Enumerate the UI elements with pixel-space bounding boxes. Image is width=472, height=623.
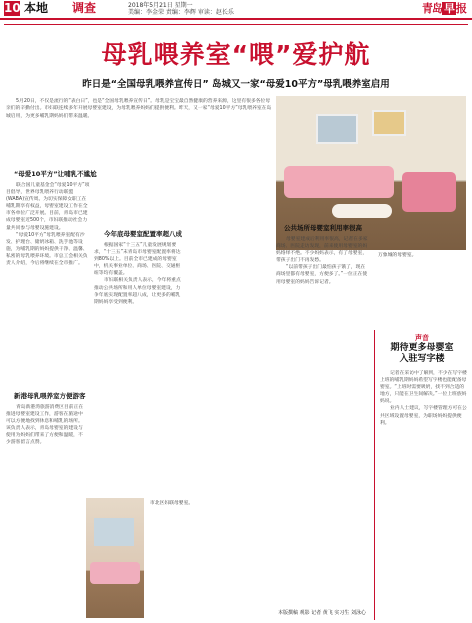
logo-text-a: 青岛 [422,2,442,15]
paragraph: 记者在采访中了解到，不少在写字楼上班的哺乳期妈妈希望写字楼也能配备母婴室。“上班时需要吸奶，找不到合适的地方，只能在卫生间解决。”一位上班族妈妈说。 [380,371,467,405]
sidebar-title-line1: 期待更多母婴室 [390,343,454,353]
photo-sofa [284,166,394,198]
paragraph: 业内人士建议，写字楼管理方可在公共区域设置母婴室，为职场妈妈提供便利。 [380,406,467,426]
section-title-4: 公共场所母婴室利用率很高 [284,224,362,232]
paragraph: 联合国儿童基金会“母爱10平方”项目倡导，世界母乳喂养行动联盟(WABA)宣传周。为切实保障女职工在哺乳期享有权益，母婴室建设工作在全市各单位广泛开展。目前，青岛市已建成母婴室近500个，市妇联推动社会力量共同参与母婴设施建设。 [6,183,90,231]
photo2-caption: 市北区妇联母婴室。 [150,501,194,506]
photo-frame-left [316,114,358,144]
subheadline: 昨日是“全国母乳喂养宣传日” 岛城又一家“母爱10平方”母乳喂养室启用 [82,79,390,90]
section-title-3: 今年底母婴室配置率超八成 [104,230,182,238]
nursing-room-photo-2 [86,498,144,618]
sidebar-kicker: 声音 [415,334,429,342]
photo-caption: 万象城的母婴室。 [378,253,417,258]
sidebar-heading [376,334,468,365]
byline-credits: 本版撰稿 观影 记者 黄飞 实习生 刘泳心 [278,610,366,616]
logo-text-c: 报 [456,2,466,15]
paragraph: “母爱10平方”母乳喂养室配有沙发、护理台、储奶冰箱、洗手池等设施，为哺乳期的妈妈提供干净、温馨、私密的母乳喂养环境。市总工会相关负责人介绍，今后将继续在全市推广。 [6,232,88,267]
section-body-1 [6,182,90,382]
newspaper-logo [422,1,466,16]
photo2-window [94,518,134,546]
issue-editors: 美编：李金荣 责编：李辉 审读：赵长乐 [128,9,234,16]
photo-armchair [402,172,456,212]
section-body-4 [276,236,370,606]
photo-frame-right [372,110,406,136]
issue-meta [128,2,234,16]
section-body-3 [94,242,184,494]
paragraph: 青岛新港湾旅游消费区目前正在推进母婴室建设工作，游客在旅途中可以方便地找到休息和哺乳的场所。该负责人表示，青岛母婴室的建设与使用为妈妈们带来了方便和温暖，不少游客留言点赞。 [6,405,84,446]
page-number: 10 [4,1,21,15]
section-title-1: “母爱10平方”让哺乳不尴尬 [14,170,97,178]
issue-date: 2018年5月21日 星期一 [128,2,193,9]
paragraph: 根据国家“十三五”儿童发展规划要求，“十三五”末青岛市母婴室配置率将达到80%以上。目前全市已建成的母婴室中，机关事业单位、商场、医院、交通枢纽等均有覆盖。 [94,243,181,277]
page-header [0,0,472,20]
sidebar-title-line2: 入驻写字楼 [399,354,445,364]
paragraph: “以前带孩子出门最怕孩子饿了，现在商场里都有母婴室，方便多了。”一位正在使用母婴室的妈妈告诉记者。 [276,265,368,285]
lead-paragraph: 5月20日，不仅是流行的“表白日”，也是“全国母乳喂养宣传日”。母乳是宝宝最自然健康的营养来源，这里有很多各位母亲们的辛勤付出。市妇联连续多年开展母婴室建设，为母乳喂养妈妈们提供便利。昨天，又一家“母爱10平方”母乳喂养室在岛城启用，为更多哺乳期妈妈们带来温暖。 [6,99,272,119]
logo-text-b: 早 [444,2,454,15]
section-name: 本地 [24,1,49,15]
section-body-2 [6,404,84,618]
section-subname: 调查 [72,1,97,15]
section-title-2: 新港母乳喂养室方便游客 [14,392,86,400]
sidebar-body [380,370,468,600]
headline: 母乳喂养室“喂”爱护航 [101,40,371,69]
photo2-sofa [90,562,140,584]
paragraph: 市妇联相关负责人表示，今年将重点推动公共场所和用人单位母婴室建设，力争年底实现配置率超八成，让更多的哺乳期妈妈享受到便利。 [94,278,181,305]
photo-table [332,204,392,218]
header-rule [4,24,468,25]
paragraph: 母婴室建成后利用率很高，记者在多家商场、医院走访发现，前来使用母婴室的妈妈络绎不绝。不少妈妈表示，有了母婴室，带孩子出门不再发愁。 [276,237,368,264]
